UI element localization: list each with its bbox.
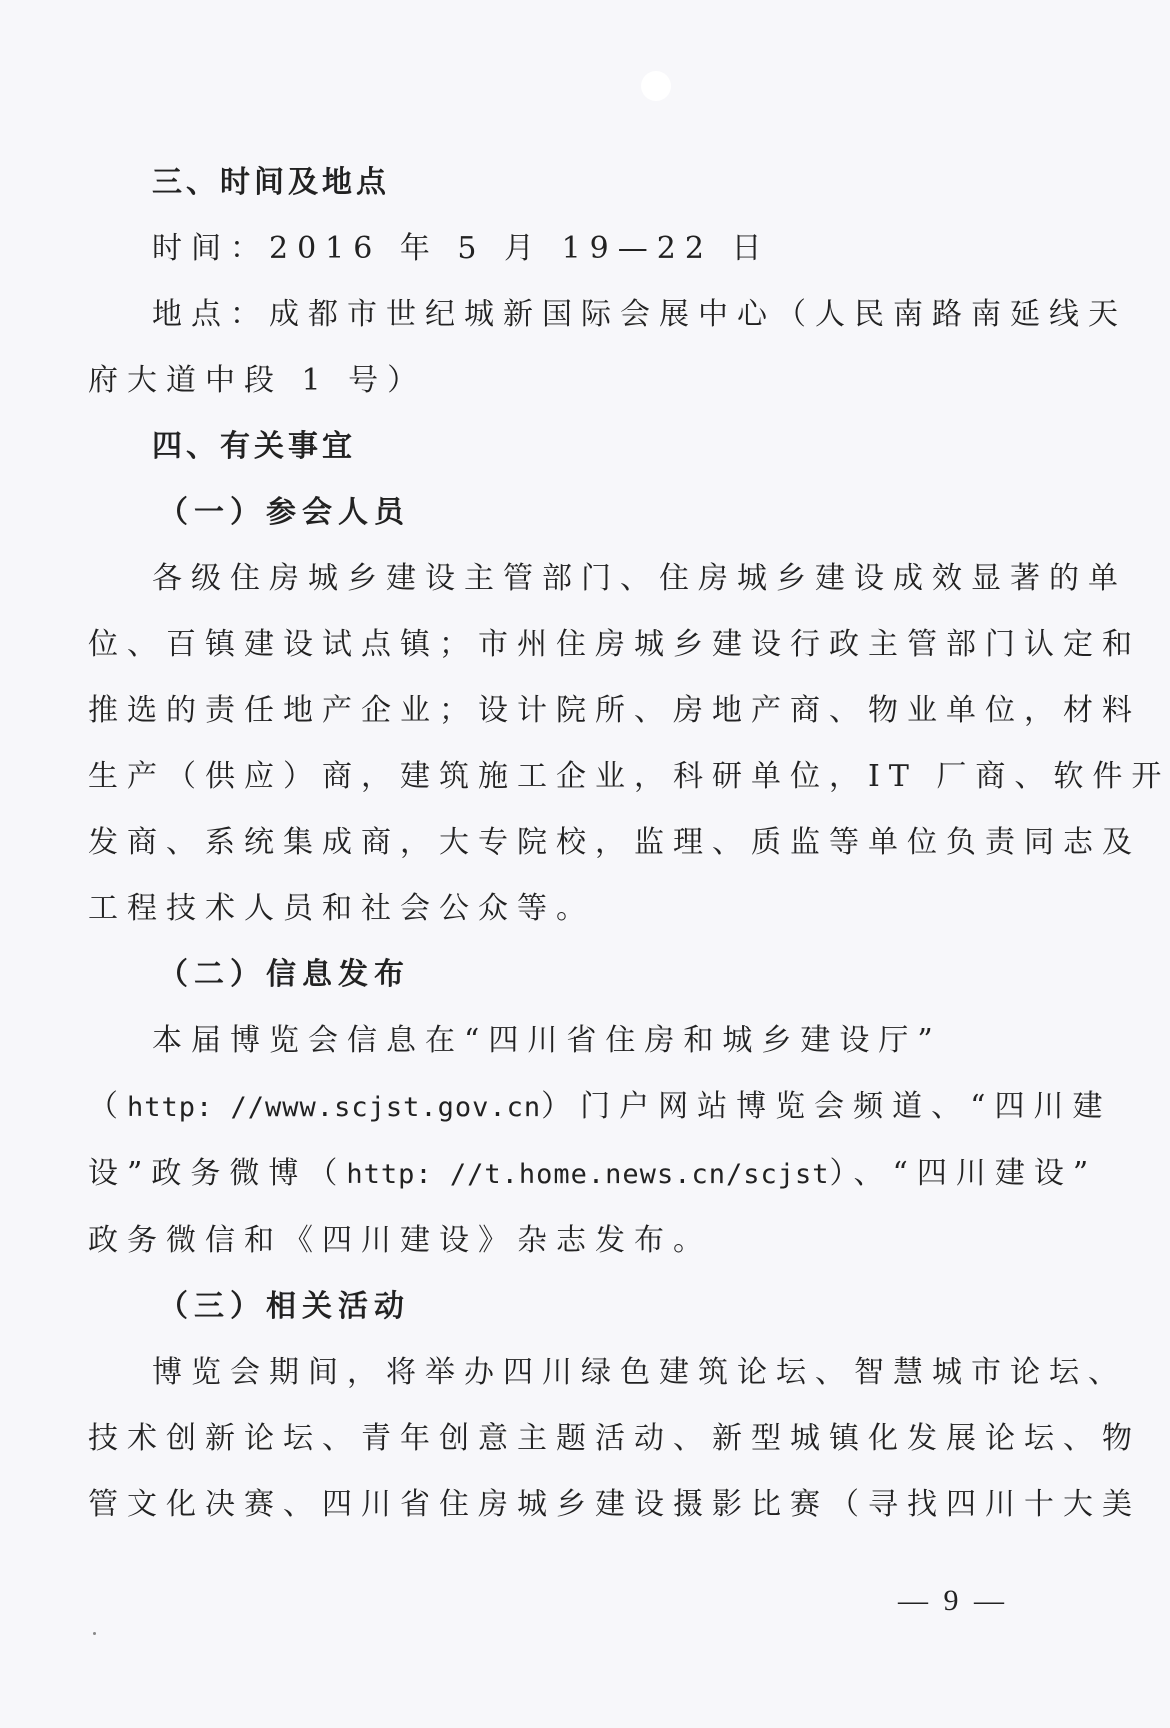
info-line-2-a: （ xyxy=(88,1089,127,1124)
section-heading-4: 四、有关事宜 xyxy=(152,429,356,464)
info-line-3 xyxy=(88,1141,1098,1208)
participants-line-6: 工程技术人员和社会公众等。 xyxy=(88,891,595,926)
activities-line-1: 博览会期间，将举办四川绿色建筑论坛、智慧城市论坛、 xyxy=(152,1355,1127,1390)
place-line-1: 地点：成都市世纪城新国际会展中心（人民南路南延线天 xyxy=(152,297,1127,332)
info-line-3-c: ）、“四川建设” xyxy=(829,1156,1098,1191)
info-line-2-c: ）门户网站博览会频道、“四川建 xyxy=(541,1089,1112,1124)
time-line: 时间：2016 年 5 月 19—22 日 xyxy=(152,231,771,266)
info-line-3-a: 设”政务微博（ xyxy=(88,1156,347,1191)
participants-line-2: 位、百镇建设试点镇；市州住房城乡建设行政主管部门认定和 xyxy=(88,627,1141,662)
subheading-info-release: （二）信息发布 xyxy=(158,957,410,992)
info-line-1: 本届博览会信息在“四川省住房和城乡建设厅” xyxy=(152,1023,942,1058)
activities-line-3: 管文化决赛、四川省住房城乡建设摄影比赛（寻找四川十大美 xyxy=(88,1487,1141,1522)
subheading-activities: （三）相关活动 xyxy=(158,1289,410,1324)
page-number: — 9 — xyxy=(898,1584,1008,1617)
subheading-participants: （一）参会人员 xyxy=(158,495,410,530)
place-line-2: 府大道中段 1 号） xyxy=(88,363,427,398)
weibo-url: http: //t.home.news.cn/scjst xyxy=(346,1159,830,1190)
info-line-2 xyxy=(88,1074,1112,1141)
scan-speck xyxy=(641,71,671,101)
participants-line-3: 推选的责任地产企业；设计院所、房地产商、物业单位，材料 xyxy=(88,693,1141,728)
participants-line-5: 发商、系统集成商，大专院校，监理、质监等单位负责同志及 xyxy=(88,825,1141,860)
section-heading-3: 三、时间及地点 xyxy=(152,165,390,200)
participants-line-1: 各级住房城乡建设主管部门、住房城乡建设成效显著的单 xyxy=(152,561,1127,596)
scan-dot xyxy=(93,1632,96,1635)
activities-line-2: 技术创新论坛、青年创意主题活动、新型城镇化发展论坛、物 xyxy=(88,1421,1141,1456)
document-body xyxy=(88,150,1170,1538)
portal-url: http: //www.scjst.gov.cn xyxy=(127,1092,542,1123)
participants-line-4: 生产（供应）商，建筑施工企业，科研单位，IT 厂商、软件开 xyxy=(88,759,1170,794)
info-line-4: 政务微信和《四川建设》杂志发布。 xyxy=(88,1223,712,1258)
